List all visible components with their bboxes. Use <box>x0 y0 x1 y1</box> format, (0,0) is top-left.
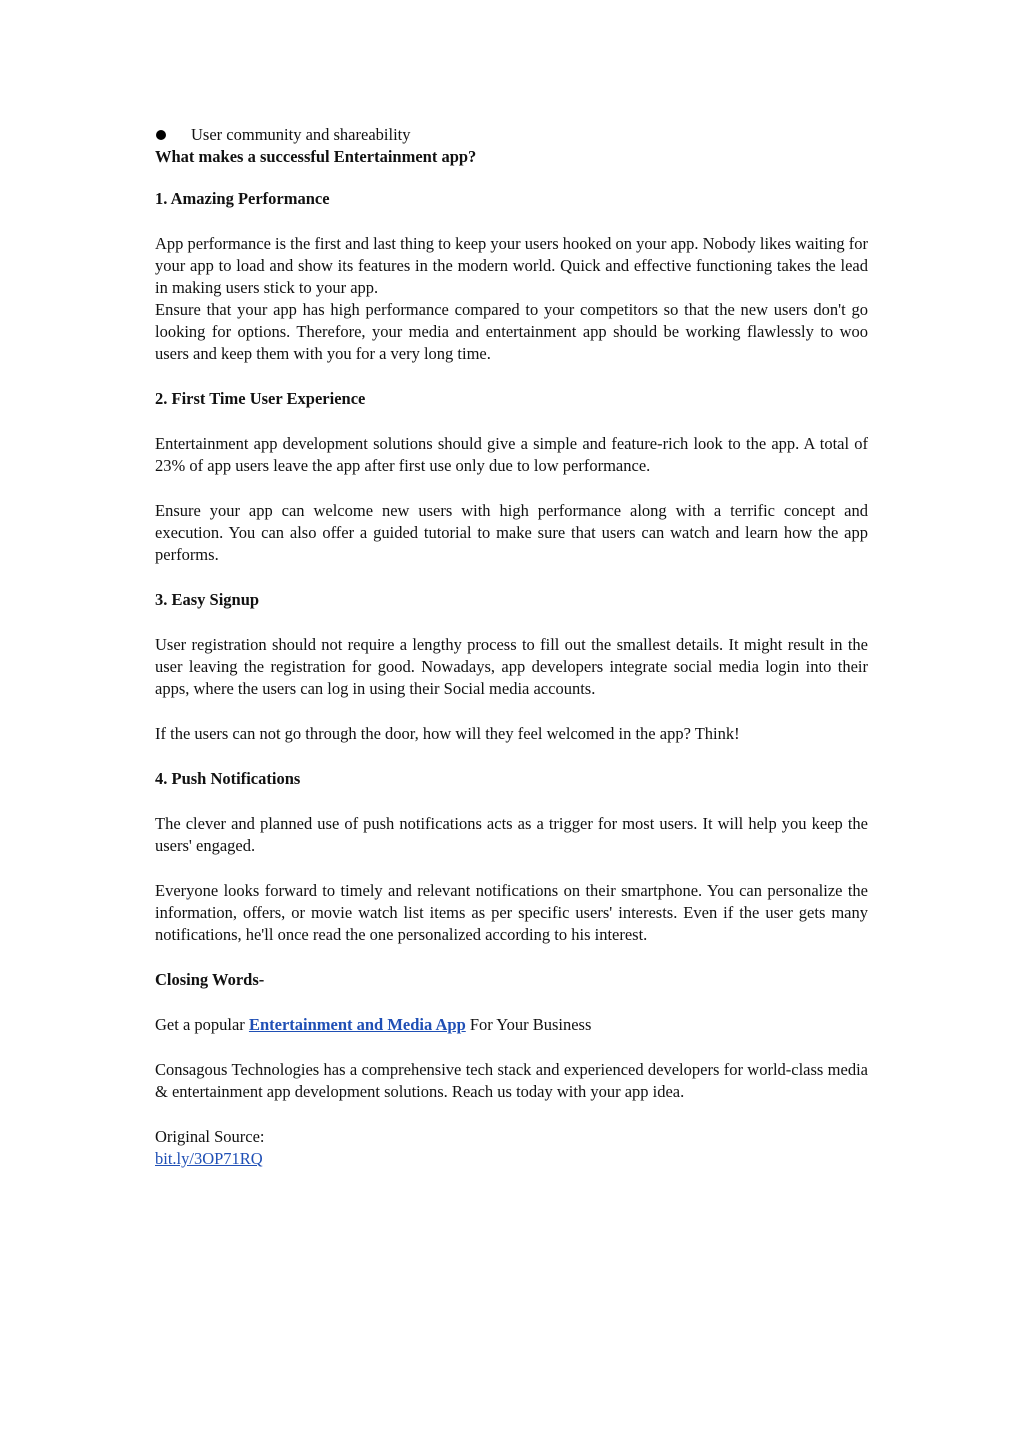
source-paragraph <box>155 1148 868 1170</box>
section-heading-push-notifications: 4. Push Notifications <box>155 769 301 788</box>
paragraph: The clever and planned use of push notifications acts as a trigger for most users. It will help you keep the users' engaged. <box>155 814 868 855</box>
section-heading-easy-signup: 3. Easy Signup <box>155 590 260 609</box>
spacer <box>155 1103 868 1126</box>
spacer <box>155 210 868 233</box>
section-heading-first-time-experience: 2. First Time User Experience <box>155 389 366 408</box>
bullet-dot-icon <box>156 130 166 140</box>
cta-prefix: Get a popular <box>155 1015 249 1034</box>
document-content <box>155 124 868 1170</box>
spacer <box>155 566 868 589</box>
paragraph: Everyone looks forward to timely and relevant notifications on their smartphone. You can personalize the information, offers, or movie watch list items as per specific users' interests. Even if the user gets many notifications, he'll once read the one personalized according to his interest. <box>155 881 868 944</box>
spacer <box>155 477 868 500</box>
paragraph: Ensure that your app has high performance compared to your competitors so that the new users don't go looking for options. Therefore, your media and entertainment app should be working flawlessly to woo users and keep them with you for a very long time. <box>155 300 868 363</box>
spacer <box>155 946 868 969</box>
section-heading-performance: 1. Amazing Performance <box>155 189 330 208</box>
paragraph: Entertainment app development solutions should give a simple and feature-rich look to the app. A total of 23% of app users leave the app after first use only due to low performance. <box>155 434 868 475</box>
spacer <box>155 745 868 768</box>
section-heading-closing: Closing Words- <box>155 970 265 989</box>
main-title: What makes a successful Entertainment app? <box>155 147 477 166</box>
source-label: Original Source: <box>155 1127 265 1146</box>
company-paragraph: Consagous Technologies has a comprehensive tech stack and experienced developers for world-class media & entertainment app development solutions. Reach us today with your app idea. <box>155 1060 868 1101</box>
bullet-item-text: User community and shareability <box>191 125 411 144</box>
source-link[interactable]: bit.ly/3OP71RQ <box>155 1149 263 1168</box>
paragraph: Ensure your app can welcome new users with high performance along with a terrific concept and execution. You can also offer a guided tutorial to make sure that users can watch and learn how the app performs. <box>155 501 868 564</box>
cta-suffix: For Your Business <box>465 1015 592 1034</box>
spacer <box>155 1036 868 1059</box>
paragraph: If the users can not go through the door, how will they feel welcomed in the app? Think! <box>155 724 740 743</box>
spacer <box>155 790 868 813</box>
spacer <box>155 857 868 880</box>
spacer <box>155 700 868 723</box>
spacer <box>155 365 868 388</box>
spacer <box>155 410 868 433</box>
paragraph: App performance is the first and last thing to keep your users hooked on your app. Nobody likes waiting for your app to load and show its features in the modern world. Quick and effective functioning takes the lead in making users stick to your app. <box>155 234 869 297</box>
spacer <box>155 991 868 1014</box>
spacer <box>155 168 868 188</box>
spacer <box>155 611 868 634</box>
paragraph: User registration should not require a lengthy process to fill out the smallest details. It might result in the user leaving the registration for good. Nowadays, app developers integrate social media login into their apps, where the users can log in using their Social media accounts. <box>155 635 868 698</box>
entertainment-app-link[interactable]: Entertainment and Media App <box>248 1015 466 1034</box>
bullet-list-item <box>155 124 868 146</box>
cta-paragraph <box>155 1014 868 1036</box>
